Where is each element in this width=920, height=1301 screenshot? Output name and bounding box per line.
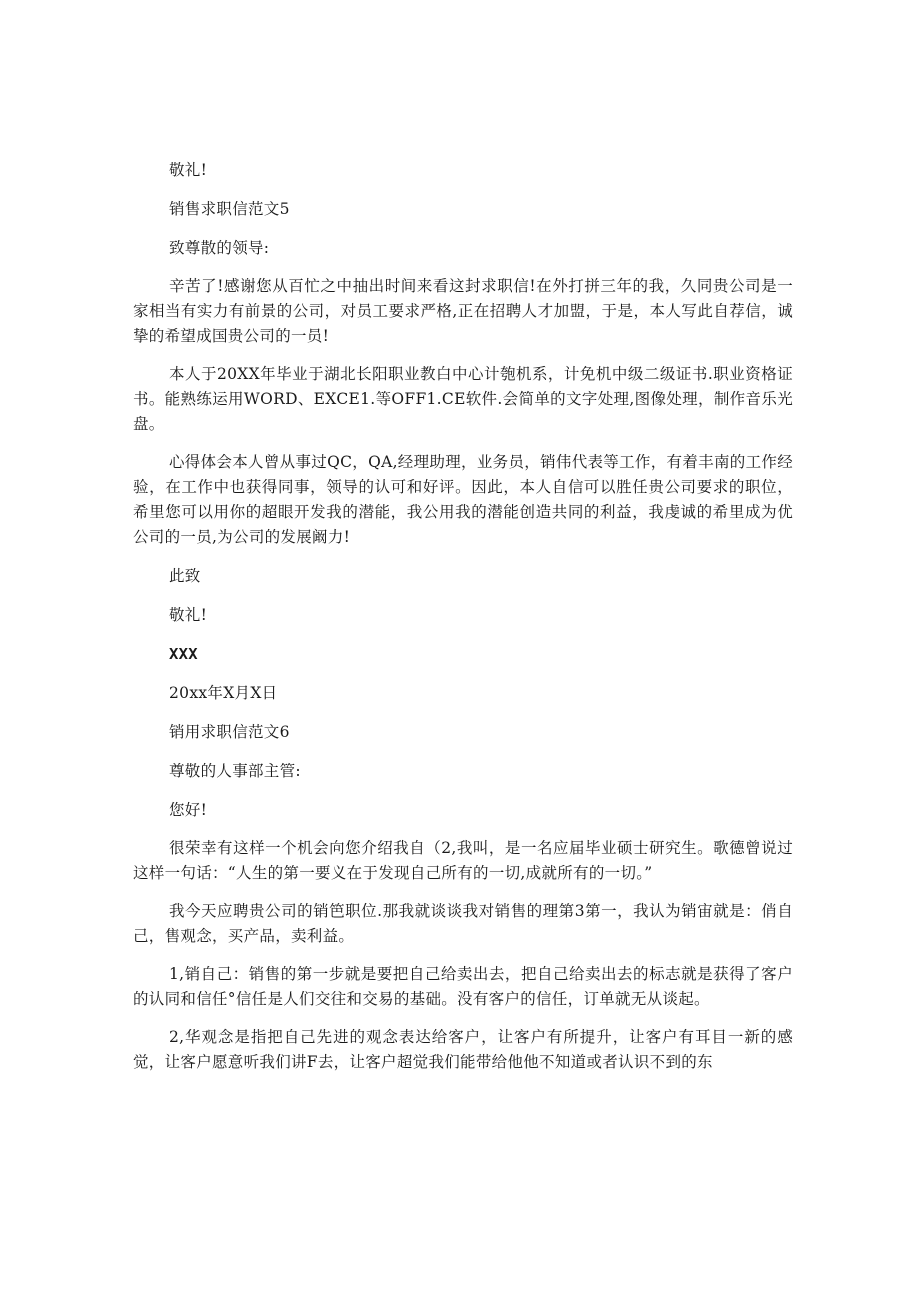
section-heading: 销用求职信范文6 bbox=[169, 723, 290, 741]
date-line: 20xx年X月X日 bbox=[169, 684, 278, 702]
body-paragraph: 心得体会本人曾从事过QC，QA,经理助理，业务员，销伟代表等工作，有着丰南的工作经验，在工作中也获得同事，领导的认可和好评。因此，本人自信可以胜任贵公司要求的职位，希里您可以用你的超眼开发我的潜能，我公用我的潜能创造共同的利益，我虔诚的希里成为优公司的一员,为公司的发展阚力! bbox=[133, 453, 793, 546]
greeting: 您好! bbox=[169, 801, 208, 819]
document-page bbox=[133, 158, 793, 1075]
body-paragraph: 2,华观念是指把自己先进的观念表达给客户，让客户有所提升，让客户有耳目一新的感觉，让客户愿意听我们讲F去，让客户超觉我们能带给他他不知道或者认识不到的东 bbox=[133, 1028, 793, 1071]
closing-line: 敬礼! bbox=[169, 606, 208, 624]
body-paragraph: 本人于20XX年毕业于湖北长阳职业教白中心计匏机系，计免机中级二级证书.职业资格证书。能熟练运用WORD、EXCE1.等OFF1.CE软件.会简单的文字处理,图像处理，制作音乐光盘。 bbox=[133, 365, 793, 433]
body-paragraph: 1,销自己：销售的第一步就是要把自己给卖出去，把自己给卖出去的标志就是获得了客户的认同和信任°信任是人们交往和交易的基础。没有客户的信任，订单就无从谈起。 bbox=[133, 965, 793, 1008]
body-paragraph: 我今天应聘贵公司的销笆职位.那我就谈谈我对销售的理第3第一，我认为销宙就是：俏自己，售观念，买产品，卖利益。 bbox=[133, 902, 793, 945]
salutation: 尊敬的人事部主管: bbox=[169, 762, 301, 780]
closing-line: 敬礼! bbox=[169, 161, 208, 179]
body-paragraph: 很荣幸有这样一个机会向您介绍我自（2,我叫，是一名应届毕业硕士研究生。歌德曾说过这样一句话：“人生的第一要义在于发现自己所有的一切,成就所有的一切。” bbox=[133, 839, 793, 882]
section-heading: 销售求职信范文5 bbox=[169, 200, 290, 218]
body-paragraph: 辛苦了!感谢您从百忙之中抽出时间来看这封求职信!在外打拼三年的我，久同贵公司是一家相当有实力有前景的公司，对员工要求严格,正在招聘人才加盟，于是，本人写此自荐信，诚挚的希望成国贵公司的一员! bbox=[133, 277, 793, 345]
closing-phrase: 此致 bbox=[169, 567, 201, 585]
signature: XXX bbox=[169, 645, 198, 663]
salutation: 致尊散的领导: bbox=[169, 239, 270, 257]
